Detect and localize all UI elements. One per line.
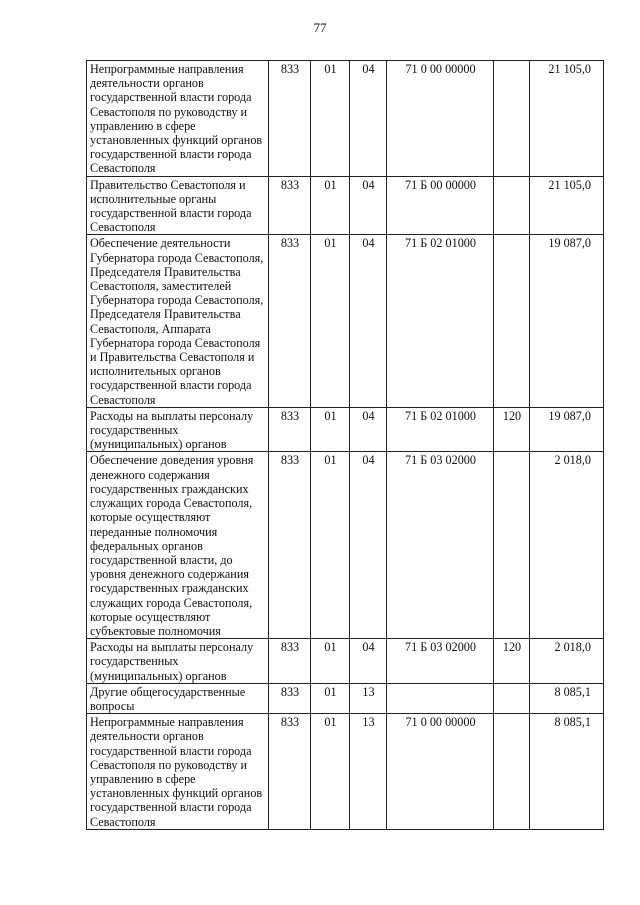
cell-subsection: 13 [350, 714, 387, 830]
table-row [87, 714, 604, 830]
cell-ministry: 833 [269, 639, 311, 684]
cell-ministry: 833 [269, 683, 311, 713]
cell-expense-type: 120 [494, 639, 530, 684]
cell-expense-type [494, 61, 530, 177]
budget-table [86, 60, 604, 830]
cell-target-item: 71 0 00 00000 [387, 61, 494, 177]
cell-expense-type: 120 [494, 407, 530, 452]
cell-expense-type [494, 176, 530, 235]
cell-name: Правительство Севастополя и исполнительные органы государственной власти города Севастополя [87, 176, 269, 235]
table-row [87, 176, 604, 235]
cell-section: 01 [311, 714, 350, 830]
cell-target-item: 71 Б 03 02000 [387, 452, 494, 639]
cell-name: Непрограммные направления деятельности органов государственной власти города Севастополя по руководству и управлению в сфере установленных функций органов государственной власти города Севастополя [87, 61, 269, 177]
cell-target-item [387, 683, 494, 713]
cell-name: Другие общегосударственные вопросы [87, 683, 269, 713]
cell-target-item: 71 Б 00 00000 [387, 176, 494, 235]
cell-amount: 21 105,0 [530, 176, 604, 235]
cell-target-item: 71 Б 03 02000 [387, 639, 494, 684]
cell-section: 01 [311, 407, 350, 452]
table-row [87, 639, 604, 684]
cell-name: Обеспечение деятельности Губернатора города Севастополя, Председателя Правительства Севастополя, заместителей Губернатора города Севастополя, Председателя Правительства Севастополя, Аппарата Губернатора города Севастополя и Правительства Севастополя и исполнительных органов государственной власти города Севастополя [87, 235, 269, 407]
cell-amount: 2 018,0 [530, 452, 604, 639]
table-row [87, 683, 604, 713]
cell-ministry: 833 [269, 452, 311, 639]
cell-section: 01 [311, 235, 350, 407]
cell-amount: 19 087,0 [530, 235, 604, 407]
cell-expense-type [494, 235, 530, 407]
table-body [87, 61, 604, 830]
cell-section: 01 [311, 639, 350, 684]
cell-ministry: 833 [269, 407, 311, 452]
cell-amount: 8 085,1 [530, 714, 604, 830]
cell-ministry: 833 [269, 61, 311, 177]
cell-name: Расходы на выплаты персоналу государственных (муниципальных) органов [87, 639, 269, 684]
cell-expense-type [494, 714, 530, 830]
table-row [87, 235, 604, 407]
table-row [87, 452, 604, 639]
cell-amount: 8 085,1 [530, 683, 604, 713]
cell-subsection: 04 [350, 639, 387, 684]
cell-section: 01 [311, 683, 350, 713]
cell-ministry: 833 [269, 714, 311, 830]
cell-target-item: 71 Б 02 01000 [387, 235, 494, 407]
table-row [87, 61, 604, 177]
cell-amount: 21 105,0 [530, 61, 604, 177]
cell-name: Расходы на выплаты персоналу государственных (муниципальных) органов [87, 407, 269, 452]
cell-section: 01 [311, 176, 350, 235]
cell-subsection: 04 [350, 61, 387, 177]
cell-amount: 2 018,0 [530, 639, 604, 684]
cell-subsection: 04 [350, 452, 387, 639]
cell-expense-type [494, 683, 530, 713]
page-number: 77 [313, 20, 327, 35]
cell-target-item: 71 Б 02 01000 [387, 407, 494, 452]
cell-name: Непрограммные направления деятельности органов государственной власти города Севастополя по руководству и управлению в сфере установленных функций органов государственной власти города Севастополя [87, 714, 269, 830]
cell-section: 01 [311, 452, 350, 639]
cell-amount: 19 087,0 [530, 407, 604, 452]
cell-target-item: 71 0 00 00000 [387, 714, 494, 830]
table-row [87, 407, 604, 452]
cell-subsection: 04 [350, 235, 387, 407]
cell-subsection: 04 [350, 407, 387, 452]
cell-subsection: 04 [350, 176, 387, 235]
cell-ministry: 833 [269, 235, 311, 407]
cell-name: Обеспечение доведения уровня денежного содержания государственных гражданских служащих города Севастополя, которые осуществляют переданные полномочия федеральных органов государственной власти, до уровня денежного содержания государственных гражданских служащих города Севастополя, которые осуществляют субъектовые полномочия [87, 452, 269, 639]
cell-subsection: 13 [350, 683, 387, 713]
cell-section: 01 [311, 61, 350, 177]
cell-ministry: 833 [269, 176, 311, 235]
cell-expense-type [494, 452, 530, 639]
